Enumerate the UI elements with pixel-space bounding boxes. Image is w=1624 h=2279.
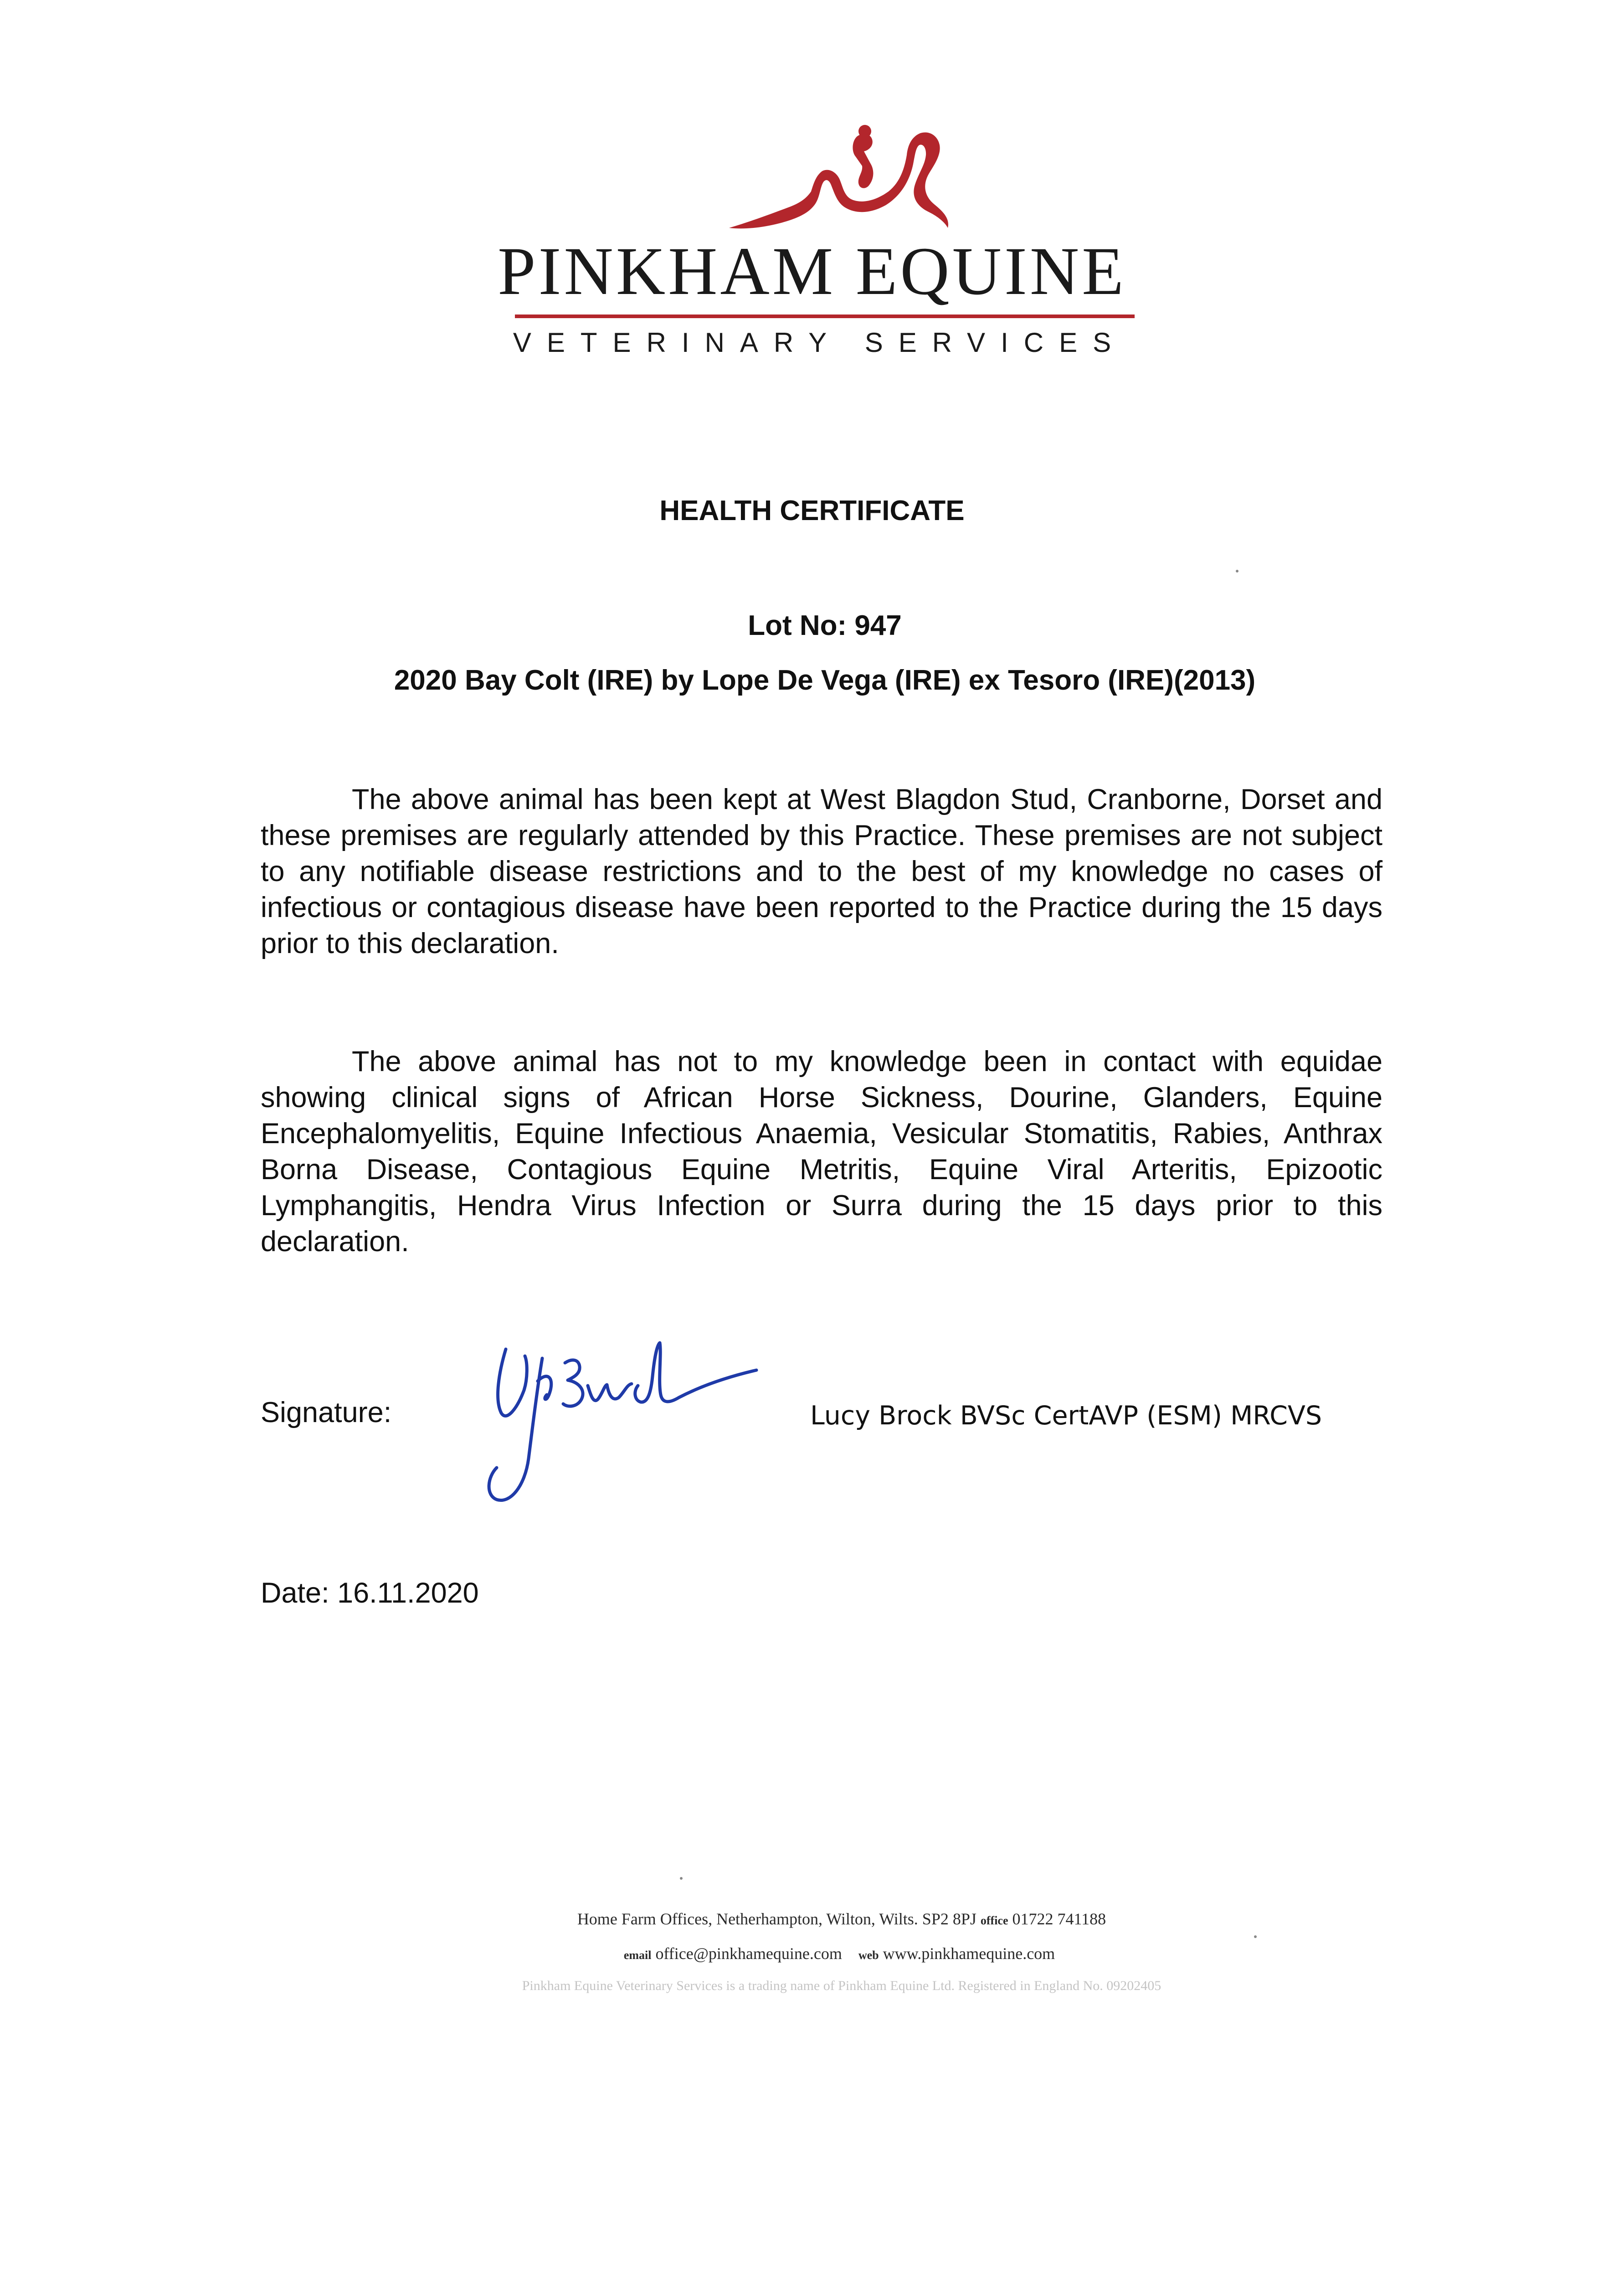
- footer-address: Home Farm Offices, Netherhampton, Wilton, Wilts. SP2 8PJ: [577, 1910, 976, 1928]
- declaration-paragraph-contact: The above animal has not to my knowledge been in contact with equidae showing clinical signs of African Horse Sickness, Dourine, Glanders, Equine Encephalomyelitis, Equine Infectious Anaemia, Vesicular Stomatitis, Rabies, Anthrax Borna Disease, Contagious Equine Metritis, Equine Viral Arteritis, Epizootic Lymphangitis, Hendra Virus Infection or Surra during the 15 days prior to this declaration.: [261, 1046, 1382, 1258]
- footer-email-label: email: [623, 1949, 652, 1962]
- scan-speck: [1254, 1935, 1257, 1938]
- footer-web-label: web: [858, 1949, 879, 1962]
- signature-label: Signature:: [261, 1397, 392, 1428]
- footer-address-line: [0, 1911, 1624, 1927]
- footer-legal-notice: Pinkham Equine Veterinary Services is a trading name of Pinkham Equine Ltd. Registered in England No. 09202405: [522, 1978, 1161, 1993]
- declaration-paragraph-premises: The above animal has been kept at West Blagdon Stud, Cranborne, Dorset and these premises are regularly attended by this Practice. These premises are not subject to any notifiable disease restrictions and to the best of my knowledge no cases of infectious or contagious disease have been reported to the Practice during the 15 days prior to this declaration.: [261, 784, 1382, 959]
- handwritten-signature: [474, 1331, 766, 1522]
- footer-office-phone: 01722 741188: [1012, 1910, 1106, 1928]
- horse-rider-icon: [720, 123, 957, 246]
- scan-speck: [1236, 570, 1239, 572]
- footer-web-link[interactable]: www.pinkhamequine.com: [883, 1944, 1055, 1963]
- footer-office-label: office: [980, 1914, 1008, 1927]
- footer-contact-line: [0, 1945, 1624, 1962]
- scan-speck: [680, 1877, 683, 1880]
- brand-divider: [515, 315, 1135, 318]
- lot-number: Lot No: 947: [748, 610, 902, 641]
- brand-name: PINKHAM EQUINE: [498, 233, 1126, 309]
- brand-subtitle: VETERINARY SERVICES: [513, 327, 1127, 358]
- footer-email-link[interactable]: office@pinkhamequine.com: [655, 1944, 842, 1963]
- certificate-title: HEALTH CERTIFICATE: [659, 495, 965, 526]
- horse-description: 2020 Bay Colt (IRE) by Lope De Vega (IRE) ex Tesoro (IRE)(2013): [394, 665, 1256, 696]
- signatory-name: Lucy Brock BVSc CertAVP (ESM) MRCVS: [810, 1401, 1322, 1431]
- certificate-date: Date: 16.11.2020: [261, 1577, 479, 1609]
